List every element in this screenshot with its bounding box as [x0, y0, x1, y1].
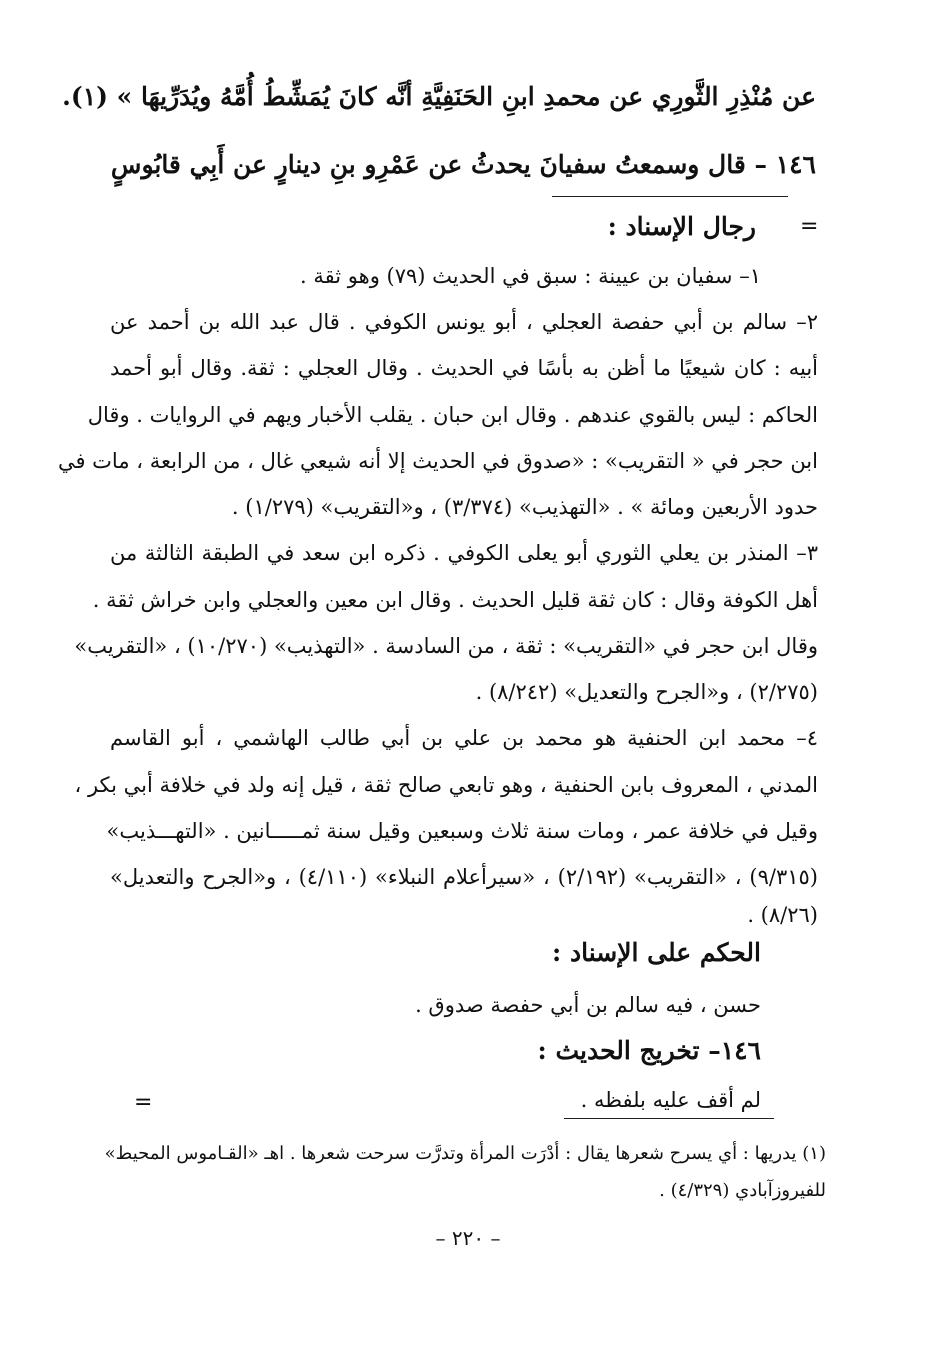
continuation-marker: = — [800, 214, 819, 239]
footnote-line: للفيروزآبادي (٤/٣٢٩) . — [659, 1180, 826, 1201]
rijal-line: ٤– محمد ابن الحنفية هو محمد بن علي بن أبي طالب الهاشمي ، أبو القاسم — [110, 726, 818, 750]
rijal-line: أبيه : كان شيعيًا ما أظن به بأسًا في الحديث . وقال العجلي : ثقة. وقال أبو أحمد — [110, 356, 818, 380]
rijal-line: (٩/٣١٥) ، «التقريب» (٢/١٩٢) ، «سيرأعلام النبلاء» (٤/١١٠) ، و«الجرح والتعديل» — [110, 865, 818, 889]
rijal-line: الحاكم : ليس بالقوي عندهم . وقال ابن حبان . يقلب الأخبار ويهم في الروايات . وقال — [87, 403, 818, 427]
rijal-line: (٢/٢٧٥) ، و«الجرح والتعديل» (٨/٢٤٢) . — [475, 680, 818, 704]
page-number: – ٢٢٠ – — [435, 1226, 501, 1250]
rijal-line: ٣– المنذر بن يعلي الثوري أبو يعلى الكوفي . ذكره ابن سعد في الطبقة الثالثة من — [110, 541, 818, 565]
hadith-text-line-1: عن مُنْذِرِ الثَّورِي عن محمدِ ابنِ الحَنَفِيَّةِ أنَّه كانَ يُمَشِّطُ أُمَّهُ ويُدَرِّيهَا » (١). — [62, 82, 816, 111]
rijal-line: ٢– سالم بن أبي حفصة العجلي ، أبو يونس الكوفي . قال عبد الله بن أحمد عن — [110, 310, 818, 334]
rijal-line: (٨/٢٦) . — [747, 903, 818, 927]
hukm-section-title: الحكم على الإسناد : — [552, 938, 761, 967]
hadith-146-heading: ١٤٦ – قال وسمعتُ سفيانَ يحدثُ عن عَمْرِو بنِ دينارٍ عن أَبِي قابُوسٍ — [110, 150, 816, 179]
takhrij-text: لم أقف عليه بلفظه . — [580, 1088, 761, 1112]
rijal-line: وقال ابن حجر في «التقريب» : ثقة ، من السادسة . «التهذيب» (١٠/٢٧٠) ، «التقريب» — [74, 634, 818, 658]
rijal-line: المدني ، المعروف بابن الحنفية ، وهو تابعي صالح ثقة ، قيل إنه ولد في خلافة أبي بكر ، — [74, 773, 818, 797]
rijal-line: ١– سفيان بن عيينة : سبق في الحديث (٧٩) وهو ثقة . — [300, 264, 761, 288]
footnote-separator-rule — [564, 1118, 774, 1119]
rijal-line: وقيل في خلافة عمر ، ومات سنة ثلاث وسبعين وقيل سنة ثمـــــانين . «التهـــذيب» — [106, 819, 818, 843]
rijal-line: حدود الأربعين ومائة » . «التهذيب» (٣/٣٧٤) ، و«التقريب» (١/٢٧٩) . — [231, 495, 818, 519]
rijal-line: أهل الكوفة وقال : كان ثقة قليل الحديث . وقال ابن معين والعجلي وابن خراش ثقة . — [92, 588, 818, 612]
hukm-text: حسن ، فيه سالم بن أبي حفصة صدوق . — [415, 993, 761, 1017]
footnote-line: (١) يدريها : أي يسرح شعرها يقال : أدْرَت المرأة وتدرَّت سرحت شعرها . اهـ «القـاموس المحيط» — [104, 1143, 826, 1164]
rijal-section-title: رجال الإسناد : — [607, 212, 756, 241]
rijal-line: ابن حجر في « التقريب» : «صدوق في الحديث إلا أنه شيعي غال ، من الرابعة ، مات في — [57, 449, 818, 473]
continuation-marker: = — [134, 1090, 153, 1115]
heading-rule — [552, 196, 788, 197]
takhrij-section-title: ١٤٦– تخريج الحديث : — [537, 1036, 761, 1065]
